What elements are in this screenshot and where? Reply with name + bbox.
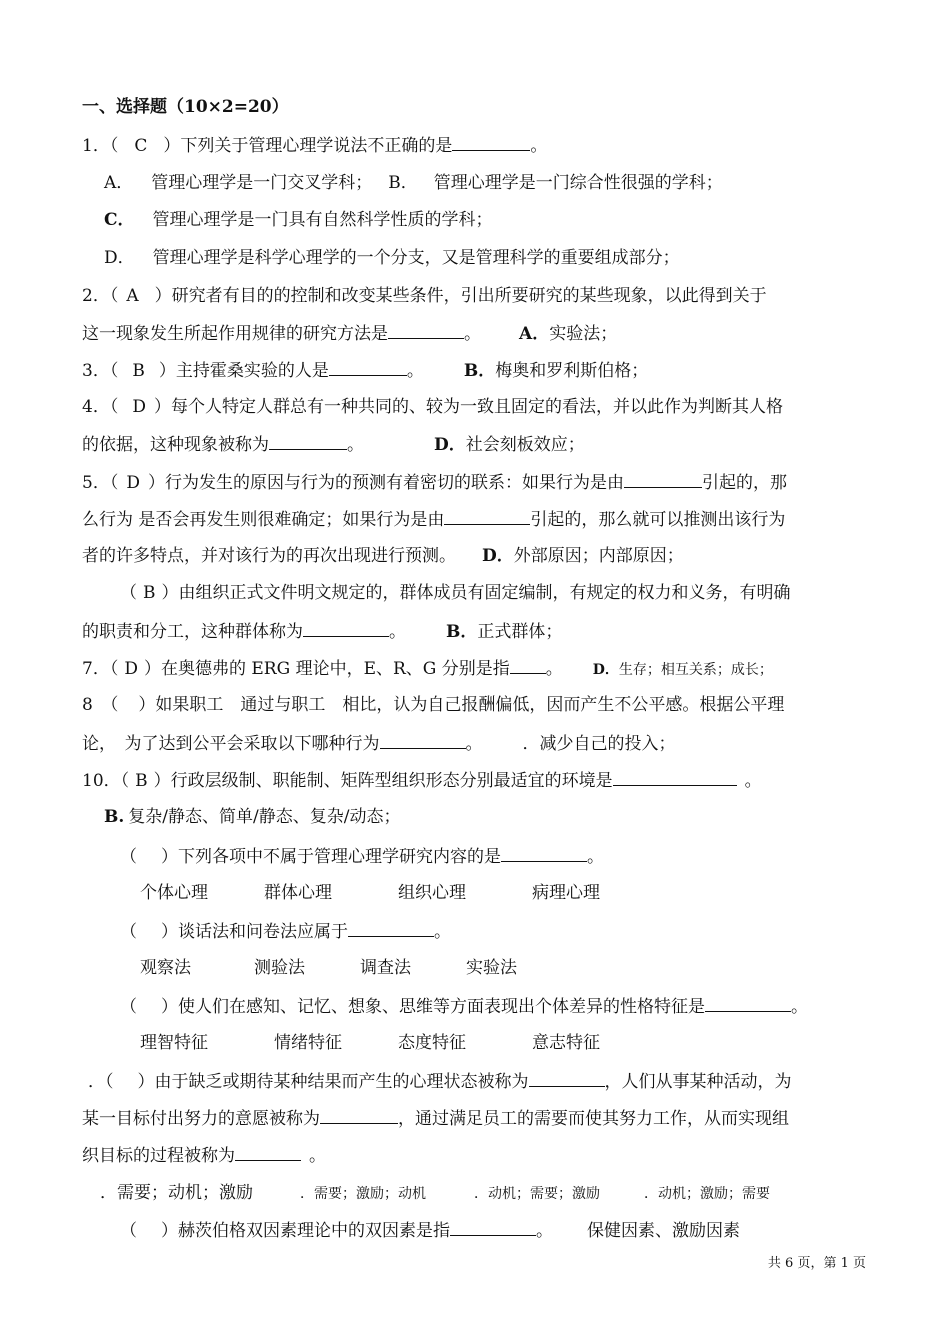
answer-blank: [501, 845, 587, 862]
question-4: 4．（ D ）每个人特定人群总有一种共同的、较为一致且固定的看法，并以此作为判断其人格: [82, 397, 783, 417]
answer-blank: [529, 1070, 605, 1087]
answer-blank: [624, 471, 702, 488]
question-2: 2．（ A ）研究者有目的的控制和改变某些条件，引出所要研究的某些现象，以此得到关于: [82, 286, 767, 306]
question-12-options: 观察法 测验法 调查法 实验法: [140, 958, 517, 978]
answer: A: [126, 286, 139, 306]
answer-blank: [388, 322, 464, 339]
question-8: 8 （ ）如果职工 通过与职工 相比，认为自己报酬偏低，因而产生不公平感。根据公平理: [82, 695, 785, 715]
q1-option-ab: A． 管理心理学是一门交叉学科； B． 管理心理学是一门综合性很强的学科；: [104, 173, 723, 193]
question-4-cont: 的依据，这种现象被称为 。 D．社会刻板效应；: [82, 435, 585, 455]
answer-blank: [452, 134, 530, 151]
question-10-option: B. 复杂/静态、简单/静态、复杂/动态；: [104, 807, 401, 827]
question-2-cont: 这一现象发生所起作用规律的研究方法是 。 A．实验法；: [82, 324, 618, 344]
section-title: 一、选择题（10×2=20）: [82, 97, 289, 117]
answer: B: [143, 583, 156, 603]
answer: D: [132, 397, 146, 417]
answer-blank: [235, 1144, 301, 1161]
q1-option-c: C． 管理心理学是一门具有自然科学性质的学科；: [104, 210, 493, 230]
answer-blank: [510, 657, 546, 674]
answer-blank: [444, 508, 530, 525]
question-1: 1．（ C ）下列关于管理心理学说法不正确的是 。: [82, 136, 548, 156]
question-13: （ ）使人们在感知、记忆、想象、思维等方面表现出个体差异的性格特征是 。: [120, 997, 808, 1017]
q1-option-d: D． 管理心理学是科学心理学的一个分支，又是管理科学的重要组成部分；: [104, 248, 680, 268]
answer: D: [126, 473, 140, 493]
question-lead: 1．（: [82, 136, 119, 156]
question-11: （ ）下列各项中不属于管理心理学研究内容的是 。: [120, 847, 604, 867]
answer-blank: [329, 359, 407, 376]
answer: B: [132, 361, 145, 381]
question-10: 10．（ B ）行政层级制、职能制、矩阵型组织形态分别最适宜的环境是 。: [82, 771, 762, 791]
question-13-options: 理智特征 情绪特征 态度特征 意志特征: [140, 1033, 600, 1053]
question-14-cont2: 织目标的过程被称为 。: [82, 1146, 326, 1166]
question-8-cont: 论， 为了达到公平会采取以下哪种行为 。 ．减少自己的投入；: [82, 734, 676, 754]
answer-blank: [303, 620, 389, 637]
question-14-options: ．需要；动机；激励 ．需要；激励；动机 ．动机；需要；激励 ．动机；激励；需要: [100, 1183, 770, 1203]
answer-blank: [348, 920, 434, 937]
question-12: （ ）谈话法和问卷法应属于 。: [120, 922, 451, 942]
answer-blank: [320, 1107, 398, 1124]
answer: D: [124, 659, 138, 679]
question-7: 7．（ D ）在奥德弗的 ERG 理论中，E、R、G 分别是指 。 D．生存；相互关系；成长；: [82, 659, 773, 679]
answer: B: [135, 771, 148, 791]
question-11-options: 个体心理 群体心理 组织心理 病理心理: [140, 883, 600, 903]
answer-blank: [705, 995, 791, 1012]
question-6-cont: 的职责和分工，这种群体称为 。 B．正式群体；: [82, 622, 563, 642]
question-14: ．（ ）由于缺乏或期待某种结果而产生的心理状态被称为 ，人们从事某种活动，为: [88, 1072, 792, 1092]
answer-blank: [613, 769, 737, 786]
question-3: 3．（ B ）主持霍桑实验的人是 。 B．梅奥和罗利斯伯格；: [82, 361, 649, 381]
page-footer: 共 6 页，第 1 页: [767, 1256, 866, 1271]
question-14-cont: 某一目标付出努力的意愿被称为 ，通过满足员工的需要而使其努力工作，从而实现组: [82, 1109, 789, 1129]
question-5-cont2: 者的许多特点，并对该行为的再次出现进行预测。 D．外部原因；内部原因；: [82, 546, 684, 566]
answer-blank: [380, 732, 466, 749]
answer-blank: [269, 433, 347, 450]
question-6: （ B ）由组织正式文件明文规定的，群体成员有固定编制，有规定的权力和义务，有明确: [120, 583, 791, 603]
question-text: ）下列关于管理心理学说法不正确的是: [163, 136, 453, 156]
answer-blank: [450, 1219, 536, 1236]
question-5: 5．（ D ）行为发生的原因与行为的预测有着密切的联系：如果行为是由 引起的，那: [82, 473, 787, 493]
question-15: （ ）赫茨伯格双因素理论中的双因素是指 。 保健因素、激励因素: [120, 1221, 740, 1241]
answer: C: [134, 136, 148, 156]
question-5-cont: 么行为 是否会再发生则很难确定；如果行为是由 引起的，那么就可以推测出该行为: [82, 510, 786, 530]
